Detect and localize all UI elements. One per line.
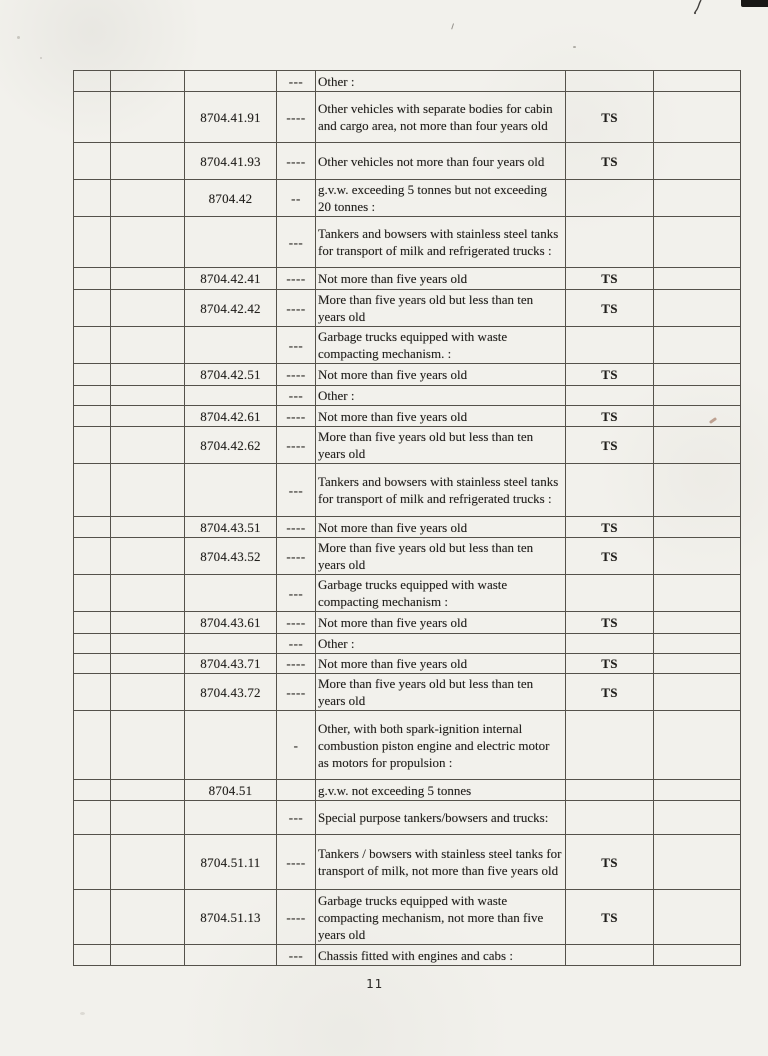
hs-code-cell: 8704.43.72 <box>185 674 277 711</box>
empty-cell-left-1 <box>74 711 111 780</box>
indent-dash-cell: --- <box>277 801 316 835</box>
indent-dash-cell: ---- <box>277 143 316 180</box>
description-cell: Garbage trucks equipped with waste compacting mechanism, not more than five years old <box>316 890 566 945</box>
empty-cell-left-1 <box>74 217 111 268</box>
indent-dash-cell: ---- <box>277 835 316 890</box>
empty-cell-left-2 <box>111 801 185 835</box>
hs-code-cell <box>185 575 277 612</box>
empty-cell-left-2 <box>111 427 185 464</box>
ts-marker-cell <box>566 575 654 612</box>
description-cell: Other : <box>316 71 566 92</box>
description-cell: Not more than five years old <box>316 654 566 674</box>
empty-cell-left-1 <box>74 364 111 386</box>
hs-code-cell: 8704.42.61 <box>185 406 277 427</box>
table-row <box>74 71 741 92</box>
empty-cell-right <box>654 634 741 654</box>
description-cell: Not more than five years old <box>316 268 566 290</box>
description-cell: g.v.w. not exceeding 5 tonnes <box>316 780 566 801</box>
table-row <box>74 427 741 464</box>
hs-code-cell: 8704.42.51 <box>185 364 277 386</box>
empty-cell-right <box>654 612 741 634</box>
indent-dash-cell: -- <box>277 180 316 217</box>
empty-cell-right <box>654 217 741 268</box>
description-cell: More than five years old but less than ten years old <box>316 290 566 327</box>
empty-cell-left-1 <box>74 654 111 674</box>
empty-cell-right <box>654 406 741 427</box>
empty-cell-left-1 <box>74 674 111 711</box>
empty-cell-right <box>654 386 741 406</box>
empty-cell-left-1 <box>74 634 111 654</box>
indent-dash-cell: ---- <box>277 364 316 386</box>
empty-cell-left-2 <box>111 406 185 427</box>
table-row <box>74 674 741 711</box>
table-row <box>74 327 741 364</box>
hs-code-cell: 8704.43.51 <box>185 517 277 538</box>
empty-cell-left-1 <box>74 268 111 290</box>
indent-dash-cell: - <box>277 711 316 780</box>
empty-cell-left-1 <box>74 92 111 143</box>
empty-cell-left-2 <box>111 711 185 780</box>
empty-cell-left-2 <box>111 180 185 217</box>
empty-cell-left-2 <box>111 464 185 517</box>
table-row <box>74 538 741 575</box>
empty-cell-left-1 <box>74 406 111 427</box>
ts-marker-cell: TS <box>566 654 654 674</box>
description-cell: g.v.w. exceeding 5 tonnes but not exceeding 20 tonnes : <box>316 180 566 217</box>
table-row <box>74 180 741 217</box>
description-cell: Other vehicles with separate bodies for cabin and cargo area, not more than four years old <box>316 92 566 143</box>
paper-speck <box>17 36 20 39</box>
ts-marker-cell: TS <box>566 143 654 180</box>
empty-cell-left-1 <box>74 612 111 634</box>
hs-code-cell: 8704.51 <box>185 780 277 801</box>
table-row <box>74 945 741 966</box>
empty-cell-left-1 <box>74 290 111 327</box>
empty-cell-left-1 <box>74 890 111 945</box>
ts-marker-cell <box>566 217 654 268</box>
ts-marker-cell: TS <box>566 290 654 327</box>
empty-cell-left-1 <box>74 575 111 612</box>
empty-cell-right <box>654 945 741 966</box>
ts-marker-cell: TS <box>566 612 654 634</box>
empty-cell-right <box>654 327 741 364</box>
ts-marker-cell <box>566 945 654 966</box>
empty-cell-left-1 <box>74 464 111 517</box>
ts-marker-cell: TS <box>566 92 654 143</box>
table-row <box>74 143 741 180</box>
page-number: 11 <box>366 976 384 991</box>
indent-dash-cell: --- <box>277 217 316 268</box>
empty-cell-right <box>654 517 741 538</box>
empty-cell-right <box>654 890 741 945</box>
indent-dash-cell: --- <box>277 634 316 654</box>
ts-marker-cell: TS <box>566 364 654 386</box>
empty-cell-left-2 <box>111 945 185 966</box>
hs-code-cell <box>185 634 277 654</box>
indent-dash-cell <box>277 780 316 801</box>
table-row <box>74 575 741 612</box>
hs-code-cell: 8704.51.13 <box>185 890 277 945</box>
ts-marker-cell: TS <box>566 427 654 464</box>
hs-code-cell: 8704.43.71 <box>185 654 277 674</box>
empty-cell-left-1 <box>74 780 111 801</box>
hs-code-cell: 8704.43.61 <box>185 612 277 634</box>
empty-cell-left-2 <box>111 612 185 634</box>
empty-cell-right <box>654 92 741 143</box>
empty-cell-left-1 <box>74 801 111 835</box>
indent-dash-cell: --- <box>277 71 316 92</box>
empty-cell-left-2 <box>111 71 185 92</box>
empty-cell-left-1 <box>74 180 111 217</box>
ts-marker-cell: TS <box>566 268 654 290</box>
indent-dash-cell: --- <box>277 464 316 517</box>
indent-dash-cell: ---- <box>277 890 316 945</box>
ts-marker-cell <box>566 780 654 801</box>
table-row <box>74 801 741 835</box>
description-cell: Garbage trucks equipped with waste compacting mechanism : <box>316 575 566 612</box>
description-cell: More than five years old but less than ten years old <box>316 674 566 711</box>
tariff-table-body <box>74 71 741 966</box>
empty-cell-right <box>654 143 741 180</box>
empty-cell-left-2 <box>111 654 185 674</box>
empty-cell-right <box>654 780 741 801</box>
indent-dash-cell: ---- <box>277 290 316 327</box>
hs-code-cell: 8704.42.62 <box>185 427 277 464</box>
table-row <box>74 386 741 406</box>
table-row <box>74 835 741 890</box>
empty-cell-right <box>654 268 741 290</box>
empty-cell-left-2 <box>111 290 185 327</box>
indent-dash-cell: ---- <box>277 517 316 538</box>
empty-cell-right <box>654 290 741 327</box>
empty-cell-left-1 <box>74 71 111 92</box>
indent-dash-cell: ---- <box>277 268 316 290</box>
table-row <box>74 711 741 780</box>
table-row <box>74 780 741 801</box>
table-row <box>74 612 741 634</box>
paper-speck <box>573 46 576 48</box>
ts-marker-cell <box>566 801 654 835</box>
empty-cell-left-1 <box>74 427 111 464</box>
empty-cell-right <box>654 71 741 92</box>
description-cell: Chassis fitted with engines and cabs : <box>316 945 566 966</box>
empty-cell-right <box>654 575 741 612</box>
ts-marker-cell <box>566 327 654 364</box>
ts-marker-cell: TS <box>566 406 654 427</box>
tariff-table <box>73 70 741 966</box>
ts-marker-cell <box>566 634 654 654</box>
table-row <box>74 92 741 143</box>
description-cell: Not more than five years old <box>316 364 566 386</box>
hs-code-cell <box>185 327 277 364</box>
indent-dash-cell: --- <box>277 945 316 966</box>
hs-code-cell <box>185 801 277 835</box>
description-cell: Other : <box>316 634 566 654</box>
empty-cell-left-1 <box>74 538 111 575</box>
empty-cell-left-2 <box>111 386 185 406</box>
empty-cell-right <box>654 801 741 835</box>
hs-code-cell <box>185 711 277 780</box>
indent-dash-cell: ---- <box>277 427 316 464</box>
paper-smudge <box>80 1012 85 1015</box>
empty-cell-left-2 <box>111 538 185 575</box>
table-row <box>74 517 741 538</box>
description-cell: Not more than five years old <box>316 406 566 427</box>
empty-cell-left-1 <box>74 517 111 538</box>
description-cell: Other : <box>316 386 566 406</box>
indent-dash-cell: --- <box>277 575 316 612</box>
hs-code-cell: 8704.43.52 <box>185 538 277 575</box>
indent-dash-cell: --- <box>277 386 316 406</box>
table-row <box>74 406 741 427</box>
table-row <box>74 268 741 290</box>
empty-cell-left-1 <box>74 945 111 966</box>
description-cell: Not more than five years old <box>316 612 566 634</box>
hs-code-cell: 8704.42.42 <box>185 290 277 327</box>
hs-code-cell <box>185 71 277 92</box>
empty-cell-left-2 <box>111 780 185 801</box>
empty-cell-right <box>654 674 741 711</box>
indent-dash-cell: ---- <box>277 674 316 711</box>
empty-cell-left-2 <box>111 634 185 654</box>
empty-cell-left-1 <box>74 386 111 406</box>
description-cell: Special purpose tankers/bowsers and trucks: <box>316 801 566 835</box>
table-row <box>74 290 741 327</box>
indent-dash-cell: ---- <box>277 612 316 634</box>
table-row <box>74 364 741 386</box>
ts-marker-cell <box>566 71 654 92</box>
hs-code-cell: 8704.51.11 <box>185 835 277 890</box>
empty-cell-left-2 <box>111 517 185 538</box>
indent-dash-cell: ---- <box>277 406 316 427</box>
description-cell: Other, with both spark-ignition internal combustion piston engine and electric motor as motors for propulsion : <box>316 711 566 780</box>
description-cell: Tankers / bowsers with stainless steel tanks for transport of milk, not more than five years old <box>316 835 566 890</box>
description-cell: Tankers and bowsers with stainless steel tanks for transport of milk and refrigerated trucks : <box>316 217 566 268</box>
empty-cell-right <box>654 180 741 217</box>
hs-code-cell: 8704.41.93 <box>185 143 277 180</box>
description-cell: More than five years old but less than ten years old <box>316 427 566 464</box>
empty-cell-right <box>654 711 741 780</box>
scan-corner-artifact <box>741 0 768 7</box>
empty-cell-right <box>654 654 741 674</box>
hs-code-cell: 8704.42.41 <box>185 268 277 290</box>
ts-marker-cell <box>566 464 654 517</box>
description-cell: More than five years old but less than ten years old <box>316 538 566 575</box>
ts-marker-cell: TS <box>566 890 654 945</box>
description-cell: Garbage trucks equipped with waste compacting mechanism. : <box>316 327 566 364</box>
empty-cell-right <box>654 364 741 386</box>
description-cell: Other vehicles not more than four years old <box>316 143 566 180</box>
empty-cell-right <box>654 835 741 890</box>
paper-speck <box>40 57 42 59</box>
table-row <box>74 634 741 654</box>
empty-cell-left-1 <box>74 327 111 364</box>
table-row <box>74 890 741 945</box>
hs-code-cell <box>185 945 277 966</box>
empty-cell-left-2 <box>111 217 185 268</box>
ts-marker-cell <box>566 180 654 217</box>
ts-marker-cell <box>566 711 654 780</box>
empty-cell-left-2 <box>111 674 185 711</box>
pen-stroke-mark <box>690 0 706 18</box>
hs-code-cell: 8704.42 <box>185 180 277 217</box>
ts-marker-cell: TS <box>566 517 654 538</box>
empty-cell-right <box>654 427 741 464</box>
table-row <box>74 654 741 674</box>
empty-cell-right <box>654 538 741 575</box>
description-cell: Tankers and bowsers with stainless steel tanks for transport of milk and refrigerated trucks : <box>316 464 566 517</box>
table-row <box>74 464 741 517</box>
indent-dash-cell: ---- <box>277 92 316 143</box>
ts-marker-cell: TS <box>566 538 654 575</box>
empty-cell-left-1 <box>74 143 111 180</box>
empty-cell-left-2 <box>111 327 185 364</box>
empty-cell-left-2 <box>111 575 185 612</box>
indent-dash-cell: ---- <box>277 654 316 674</box>
hs-code-cell <box>185 217 277 268</box>
empty-cell-left-2 <box>111 268 185 290</box>
empty-cell-left-2 <box>111 364 185 386</box>
indent-dash-cell: --- <box>277 327 316 364</box>
table-row <box>74 217 741 268</box>
indent-dash-cell: ---- <box>277 538 316 575</box>
empty-cell-left-2 <box>111 92 185 143</box>
empty-cell-left-2 <box>111 890 185 945</box>
hs-code-cell: 8704.41.91 <box>185 92 277 143</box>
ts-marker-cell: TS <box>566 835 654 890</box>
ts-marker-cell: TS <box>566 674 654 711</box>
hs-code-cell <box>185 386 277 406</box>
description-cell: Not more than five years old <box>316 517 566 538</box>
empty-cell-right <box>654 464 741 517</box>
ts-marker-cell <box>566 386 654 406</box>
empty-cell-left-2 <box>111 143 185 180</box>
empty-cell-left-2 <box>111 835 185 890</box>
stray-tick-mark <box>451 23 458 30</box>
empty-cell-left-1 <box>74 835 111 890</box>
hs-code-cell <box>185 464 277 517</box>
